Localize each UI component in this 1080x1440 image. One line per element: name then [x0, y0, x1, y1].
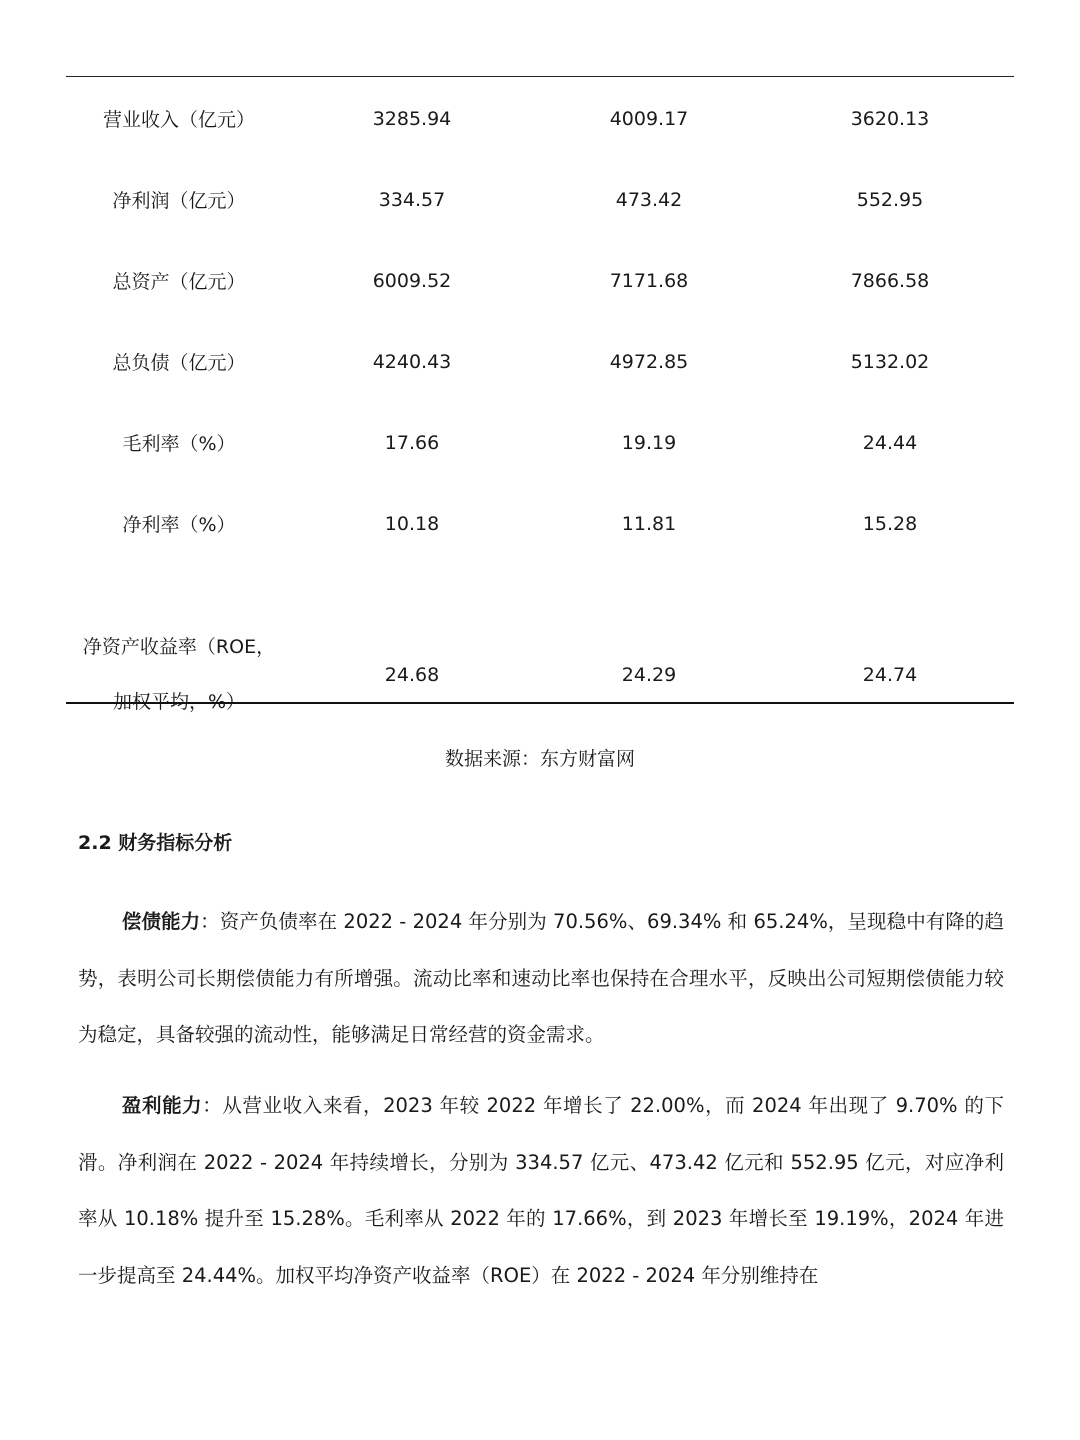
table-cell: 11.81	[621, 512, 677, 535]
paragraph-lead: 偿债能力	[121, 910, 201, 933]
row-label: 净利润（亿元）	[112, 190, 246, 212]
table-cell: 3620.13	[850, 107, 930, 130]
table-cell: 473.42	[615, 188, 683, 211]
table-cell: 7171.68	[609, 269, 689, 292]
table-row	[66, 240, 1014, 321]
table-cell: 24.44	[862, 431, 918, 454]
table-cell: 24.74	[862, 663, 918, 686]
row-label: 毛利率（%）	[122, 433, 236, 455]
row-label: 净利率（%）	[122, 514, 236, 536]
paragraph-text: ：资产负债率在 2022 - 2024 年分别为 70.56%、69.34% 和 65.24%，呈现稳中有降的趋势，表明公司长期偿债能力有所增强。流动比率和速动比率也保持在合理水平，反映出公司短期偿债能力较为稳定，具备较强的流动性，能够满足日常经营的资金需求。	[78, 910, 1004, 1046]
financial-data-table	[66, 78, 1014, 785]
roe-label-line2: 加权平均，%）	[112, 690, 246, 713]
row-label: 总资产（亿元）	[112, 271, 246, 293]
paragraph-lead: 盈利能力	[121, 1094, 203, 1117]
paragraph-text: ：从营业收入来看，2023 年较 2022 年增长了 22.00%，而 2024 年出现了 9.70% 的下滑。净利润在 2022 - 2024 年持续增长，分别为 334.57 亿元、473.42 亿元和 552.95 亿元，对应净利率从 10.18% 提升至 15.28%。毛利率从 2022 年的 17.66%，到 2023 年增长至 19.19%，2024 年进一步提高至 24.44%。加权平均净资产收益率（ROE）在 2022 - 2024 年分别维持在	[78, 1094, 1004, 1287]
row-label: 总负债（亿元）	[112, 352, 246, 374]
data-source-note: 数据来源：东方财富网	[444, 748, 635, 770]
table-row	[66, 483, 1014, 564]
table-row	[66, 159, 1014, 240]
table-bottom-rule	[66, 702, 1014, 704]
table-cell: 334.57	[378, 188, 446, 211]
table-cell: 552.95	[856, 188, 924, 211]
table-cell: 3285.94	[372, 107, 452, 130]
table-cell: 15.28	[862, 512, 918, 535]
solvency-paragraph	[78, 894, 1004, 1064]
table-cell: 17.66	[384, 431, 440, 454]
table-cell: 4972.85	[609, 350, 689, 373]
table-cell: 19.19	[621, 431, 677, 454]
profitability-paragraph	[78, 1078, 1004, 1304]
table-cell: 7866.58	[850, 269, 930, 292]
table-cell: 10.18	[384, 512, 440, 535]
table-top-rule	[66, 76, 1014, 77]
table-row	[66, 78, 1014, 159]
table-row	[66, 321, 1014, 402]
table-row	[66, 402, 1014, 483]
table-cell: 24.68	[384, 663, 440, 686]
roe-label-line1: 净资产收益率（ROE，	[82, 635, 276, 658]
row-label: 营业收入（亿元）	[102, 109, 255, 131]
table-cell: 4009.17	[609, 107, 689, 130]
table-cell: 6009.52	[372, 269, 452, 292]
section-heading: 2.2 财务指标分析	[78, 832, 233, 854]
table-cell: 5132.02	[850, 350, 930, 373]
table-cell: 24.29	[621, 663, 677, 686]
table-cell: 4240.43	[372, 350, 452, 373]
